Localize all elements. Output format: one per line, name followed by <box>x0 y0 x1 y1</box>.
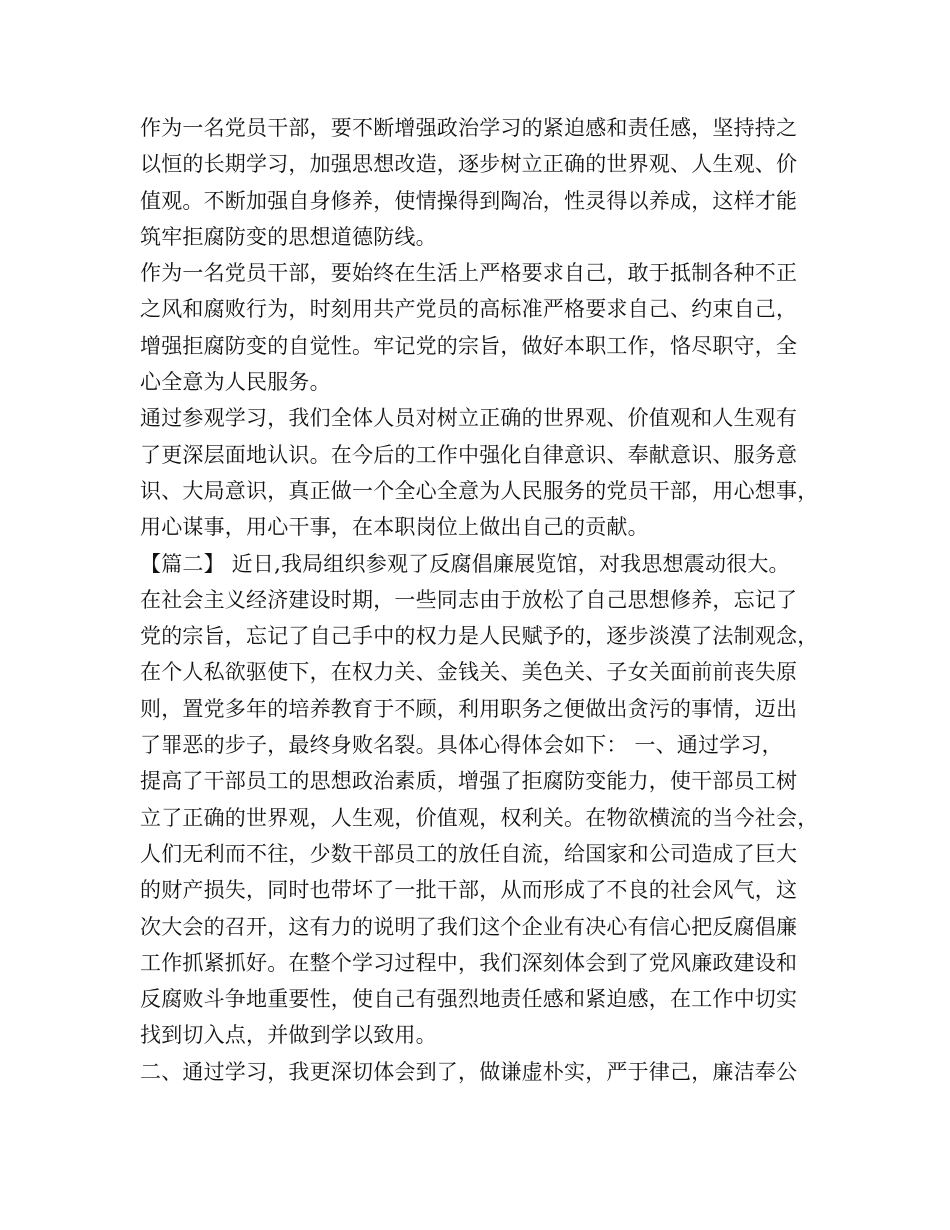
text-line: 了更深层面地认识。在今后的工作中强化自律意识、奉献意识、服务意 <box>140 442 798 467</box>
text-line: 提高了干部员工的思想政治素质，增强了拒腐防变能力，使干部员工树 <box>140 769 798 794</box>
text-line: 找到切入点，并做到学以致用。 <box>140 1023 437 1048</box>
text-line: 党的宗旨，忘记了自己手中的权力是人民赋予的，逐步淡漠了法制观念， <box>140 624 819 649</box>
text-line: 次大会的召开，这有力的说明了我们这个企业有决心有信心把反腐倡廉 <box>140 914 798 939</box>
text-line: 以恒的长期学习，加强思想改造，逐步树立正确的世界观、人生观、价 <box>140 152 798 177</box>
text-line: 立了正确的世界观，人生观，价值观，权利关。在物欲横流的当今社会， <box>140 805 819 830</box>
text-line: 筑牢拒腐防变的思想道德防线。 <box>140 224 437 249</box>
text-line: 的财产损失，同时也带坏了一批干部，从而形成了不良的社会风气，这 <box>140 878 798 903</box>
text-line: 则，置党多年的培养教育于不顾，利用职务之便做出贪污的事情，迈出 <box>140 696 798 721</box>
text-line: 增强拒腐防变的自觉性。牢记党的宗旨，做好本职工作，恪尽职守，全 <box>140 333 798 358</box>
text-line: 值观。不断加强自身修养，使情操得到陶冶，性灵得以养成，这样才能 <box>140 188 798 213</box>
document-body <box>140 110 830 1090</box>
text-line: 通过参观学习，我们全体人员对树立正确的世界观、价值观和人生观有 <box>140 406 798 431</box>
text-line: 作为一名党员干部，要不断增强政治学习的紧迫感和责任感，坚持持之 <box>140 116 798 140</box>
text-line: 工作抓紧抓好。在整个学习过程中，我们深刻体会到了党风廉政建设和 <box>140 950 798 975</box>
text-line: 心全意为人民服务。 <box>140 370 331 395</box>
text-line: 之风和腐败行为，时刻用共产党员的高标准严格要求自己、约束自己， <box>140 297 798 322</box>
text-line: 二、通过学习，我更深切体会到了，做谦虚朴实，严于律己，廉洁奉公 <box>140 1059 798 1084</box>
text-line: 反腐败斗争地重要性，使自己有强烈地责任感和紧迫感，在工作中切实 <box>140 987 798 1012</box>
text-line: 在社会主义经济建设时期，一些同志由于放松了自己思想修养，忘记了 <box>140 587 798 612</box>
text-line: 了罪恶的步子，最终身败名裂。具体心得体会如下： 一、通过学习， <box>140 733 783 758</box>
text-line: 识、大局意识，真正做一个全心全意为人民服务的党员干部，用心想事， <box>140 478 819 503</box>
text-line: 用心谋事，用心干事，在本职岗位上做出自己的贡献。 <box>140 515 649 540</box>
text-line: 作为一名党员干部，要始终在生活上严格要求自己，敢于抵制各种不正 <box>140 261 798 286</box>
text-line: 【篇二】 近日,我局组织参观了反腐倡廉展览馆，对我思想震动很大。 <box>140 551 790 576</box>
text-line: 人们无利而不往，少数干部员工的放任自流，给国家和公司造成了巨大 <box>140 841 798 866</box>
text-line: 在个人私欲驱使下，在权力关、金钱关、美色关、子女关面前前丧失原 <box>140 660 798 685</box>
